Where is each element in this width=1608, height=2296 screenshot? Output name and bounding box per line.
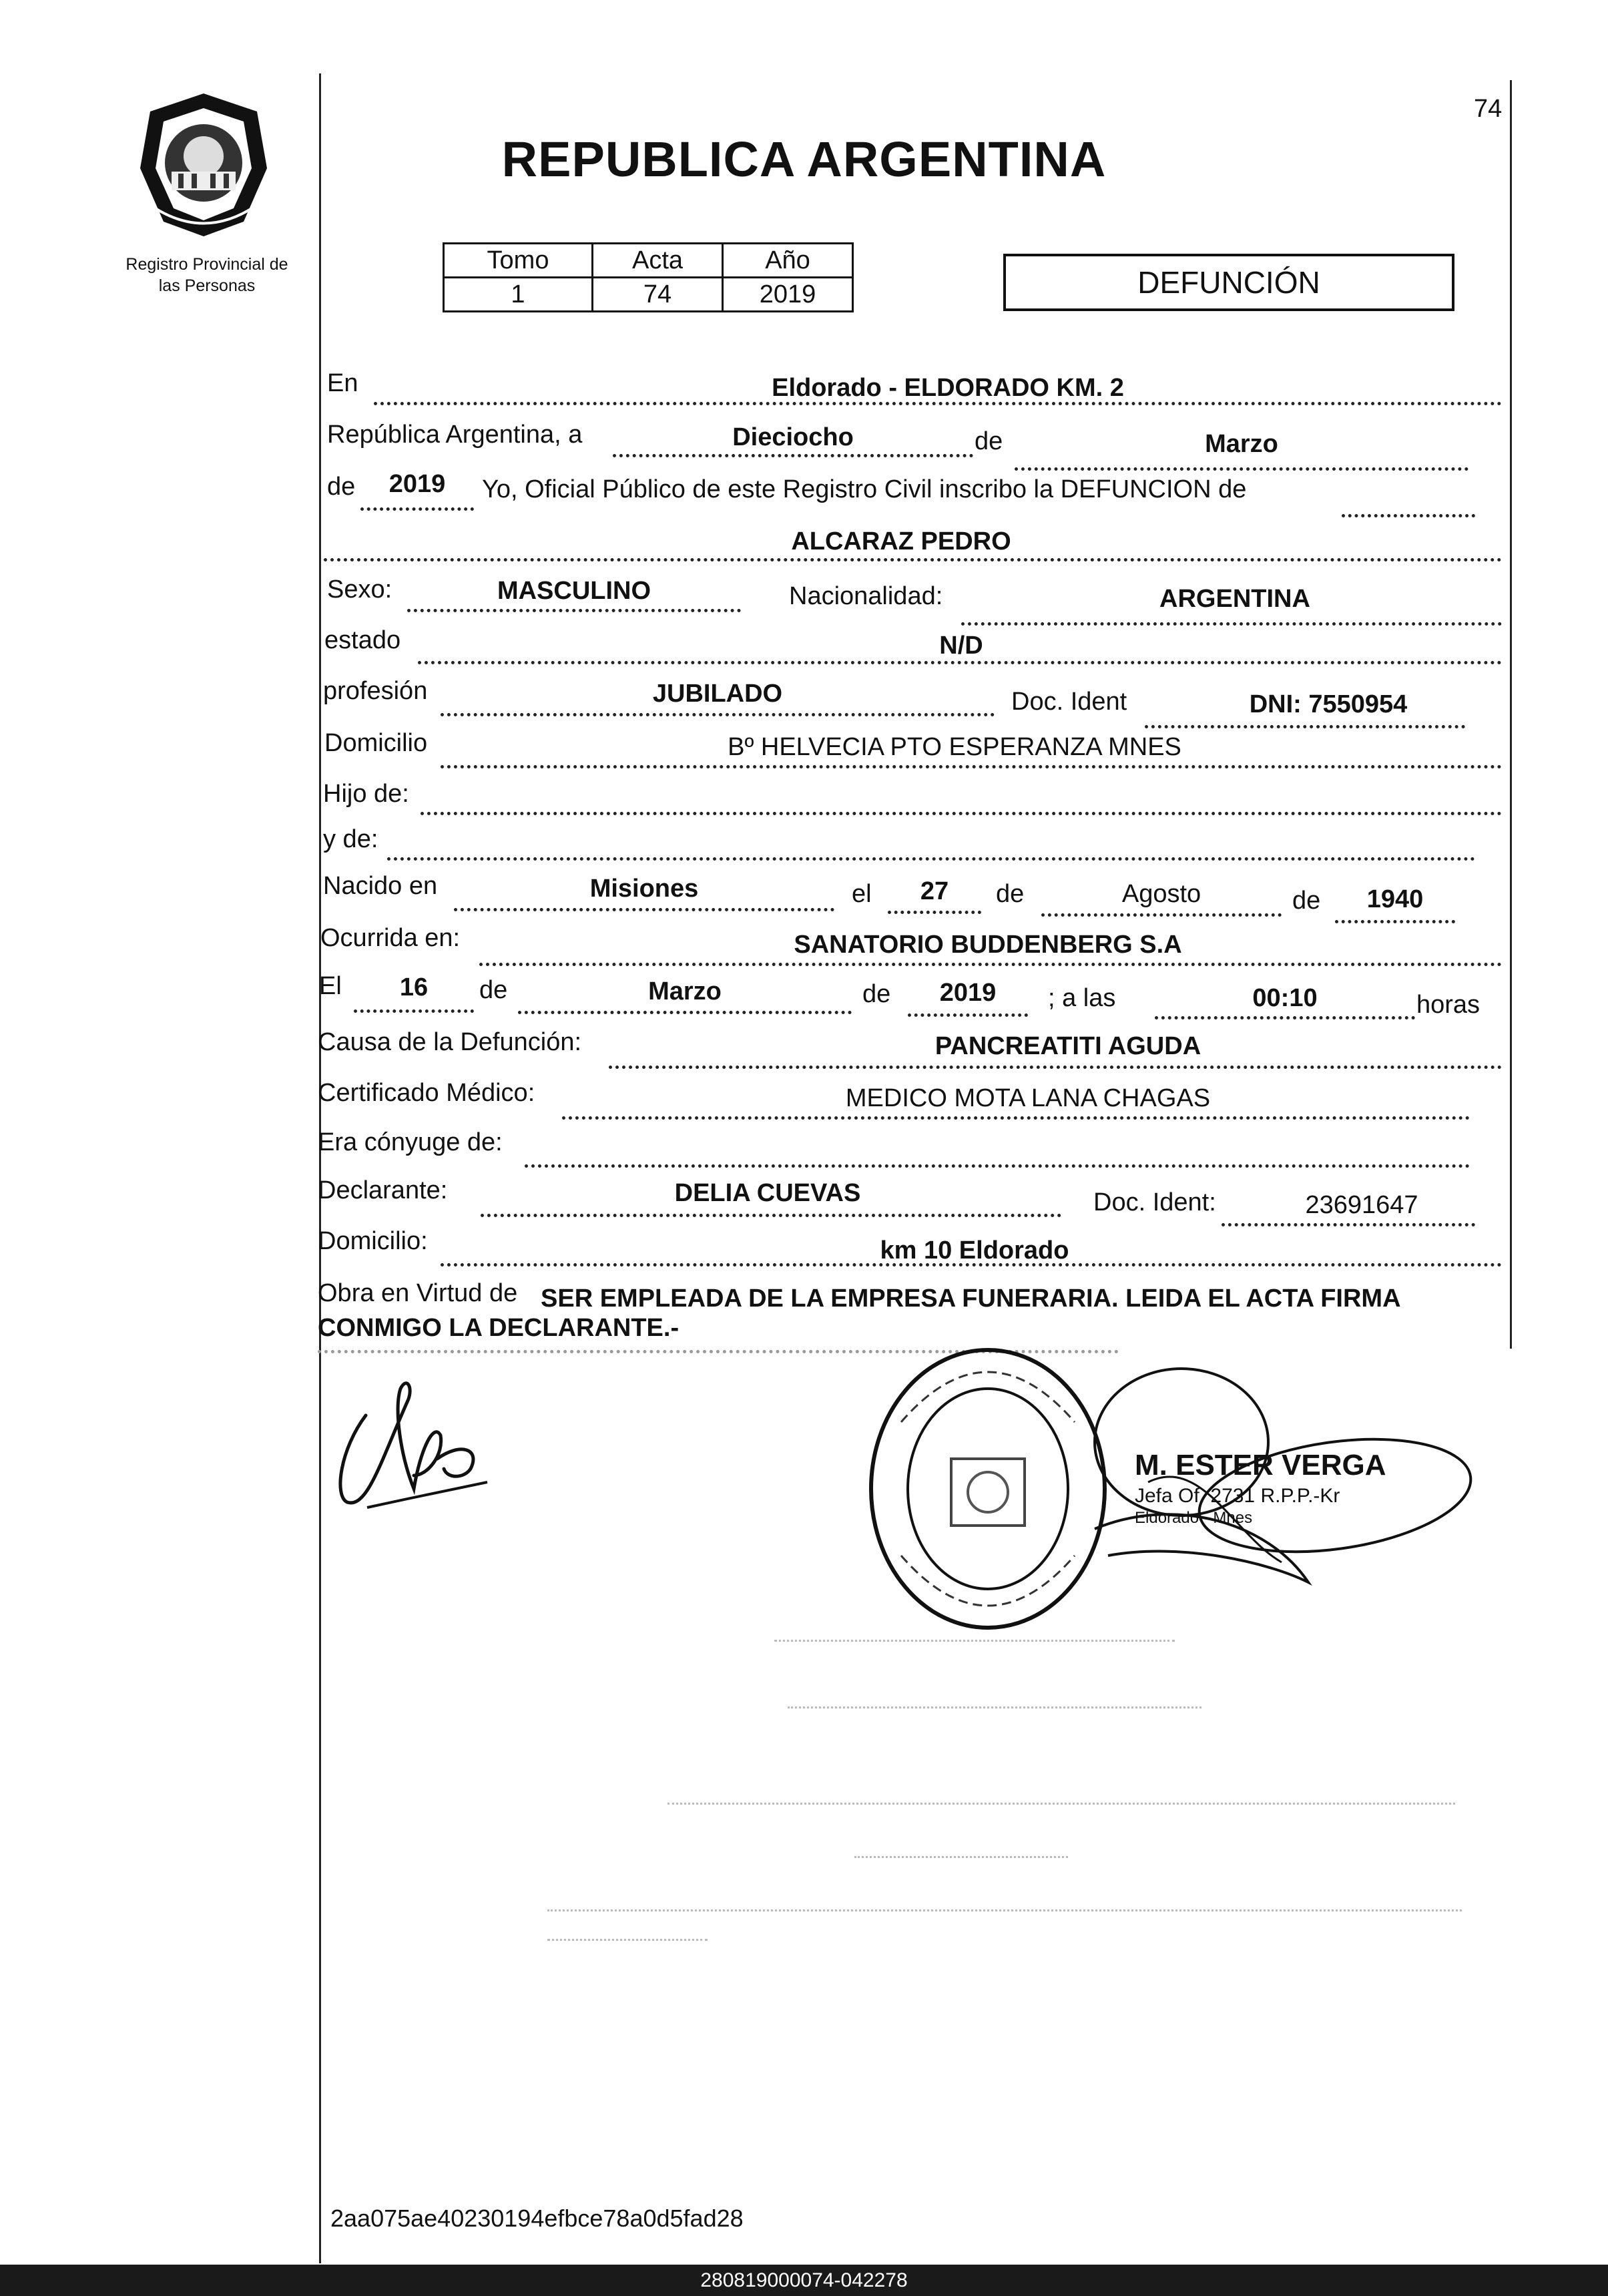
label-de-6: de <box>862 980 891 1008</box>
label-domicilio-2: Domicilio: <box>318 1227 428 1255</box>
document-hash: 2aa075ae40230194efbce78a0d5fad28 <box>330 2205 744 2232</box>
page-title: REPUBLICA ARGENTINA <box>501 132 1107 187</box>
label-el-cap: El <box>319 972 342 1000</box>
label-de-4: de <box>1292 887 1321 915</box>
registry-caption-line1: Registro Provincial de <box>125 255 288 274</box>
label-profesion: profesión <box>323 677 428 705</box>
value-mes-nacimiento: Agosto <box>1121 880 1201 908</box>
dotted-line-hora <box>1155 1016 1415 1019</box>
label-hijo-de: Hijo de: <box>323 780 409 808</box>
label-sexo: Sexo: <box>327 576 392 604</box>
right-margin-rule <box>1510 80 1512 1349</box>
dotted-line-anio-nacimiento <box>1335 920 1455 923</box>
label-causa: Causa de la Defunción: <box>318 1028 582 1056</box>
official-name: M. ESTER VERGA <box>1135 1449 1386 1481</box>
declarant-signature <box>327 1362 501 1522</box>
value-domicilio: Bº HELVECIA PTO ESPERANZA MNES <box>728 733 1181 761</box>
dotted-line-fallecido <box>324 558 1502 561</box>
value-declarante-doc: 23691647 <box>1305 1191 1418 1219</box>
label-estado: estado <box>324 626 401 654</box>
label-de-3: de <box>996 880 1025 908</box>
dotted-line-documento <box>1145 725 1465 728</box>
label-en: En <box>327 369 358 397</box>
value-obra-line2: CONMIGO LA DECLARANTE.- <box>318 1314 680 1342</box>
dotted-line-y-de <box>387 857 1475 861</box>
value-anio-defuncion: 2019 <box>939 979 997 1007</box>
dotted-line-hijo-de <box>421 812 1502 815</box>
label-ocurrida-en: Ocurrida en: <box>320 924 461 952</box>
label-doc-ident: Doc. Ident <box>1011 688 1127 716</box>
dotted-line-dia <box>613 454 973 457</box>
value-anio-nacimiento: 1940 <box>1366 885 1424 913</box>
value-tomo: 1 <box>444 278 593 312</box>
label-nacido-en: Nacido en <box>323 872 438 900</box>
label-de-5: de <box>479 976 508 1004</box>
value-estado: N/D <box>939 632 983 660</box>
value-documento: DNI: 7550954 <box>1249 690 1408 718</box>
label-nacionalidad: Nacionalidad: <box>789 582 943 610</box>
header-acta: Acta <box>593 244 723 278</box>
dotted-line-profesion <box>441 713 995 716</box>
dotted-line-mes-defuncion <box>518 1011 852 1014</box>
dotted-line-sexo <box>407 609 741 612</box>
label-conyuge: Era cónyuge de: <box>318 1128 503 1156</box>
value-hora: 00:10 <box>1252 984 1318 1012</box>
label-domicilio: Domicilio <box>324 729 428 757</box>
dotted-line-nacionalidad <box>961 622 1502 626</box>
label-republica: República Argentina, a <box>327 421 583 449</box>
value-declarante-domicilio: km 10 Eldorado <box>880 1236 1069 1265</box>
official-title: Jefa Of. 2731 R.P.P.-Kr <box>1135 1485 1340 1507</box>
dotted-line-declarante-doc <box>1222 1223 1475 1226</box>
official-signature <box>1068 1362 1482 1622</box>
value-profesion: JUBILADO <box>652 680 783 708</box>
label-de-1: de <box>975 427 1003 455</box>
dotted-line-causa <box>609 1066 1502 1069</box>
tomo-acta-anio-table <box>443 242 854 312</box>
label-declarante: Declarante: <box>318 1176 448 1204</box>
dotted-line-mes <box>1015 467 1468 471</box>
faint-line <box>547 1939 708 1941</box>
value-nacionalidad: ARGENTINA <box>1159 585 1310 613</box>
value-ocurrida-en: SANATORIO BUDDENBERG S.A <box>794 931 1182 959</box>
value-obra-line1: SER EMPLEADA DE LA EMPRESA FUNERARIA. LEIDA EL ACTA FIRMA <box>541 1285 1401 1313</box>
dotted-line-dia-defuncion <box>354 1009 474 1013</box>
label-doc-ident-2: Doc. Ident: <box>1093 1188 1216 1216</box>
header-anio: Año <box>723 244 853 278</box>
value-declarante: DELIA CUEVAS <box>674 1179 861 1207</box>
dotted-line-dia-nacimiento <box>888 911 981 914</box>
label-de-2: de <box>327 473 356 501</box>
dotted-line-estado <box>418 661 1502 664</box>
left-margin-rule <box>319 73 321 2263</box>
value-mes-defuncion: Marzo <box>648 977 722 1005</box>
dotted-line-mes-nacimiento <box>1041 913 1282 917</box>
value-lugar-nacimiento: Misiones <box>589 875 699 903</box>
faint-line <box>854 1856 1068 1858</box>
value-dia-inscripcion: Dieciocho <box>732 423 854 451</box>
dotted-line-anio <box>360 507 474 511</box>
label-yo: Yo, Oficial Público de este Registro Civil inscribo la DEFUNCION de <box>482 475 1247 503</box>
value-acta: 74 <box>593 278 723 312</box>
label-y-de: y de: <box>323 825 378 853</box>
dotted-line-ocurrida-en <box>479 963 1502 966</box>
value-mes-inscripcion: Marzo <box>1205 430 1278 458</box>
page-number: 74 <box>1474 95 1503 123</box>
dotted-line-conyuge <box>525 1164 1470 1168</box>
label-a-las: ; a las <box>1048 984 1116 1012</box>
value-fallecido: ALCARAZ PEDRO <box>791 527 1011 555</box>
dotted-line-yo <box>1342 514 1475 517</box>
value-dia-defuncion: 16 <box>399 973 429 1001</box>
label-el: el <box>852 880 872 908</box>
value-dia-nacimiento: 27 <box>920 877 949 905</box>
value-anio: 2019 <box>723 278 853 312</box>
faint-line <box>547 1909 1462 1911</box>
value-sexo: MASCULINO <box>497 577 651 605</box>
registry-caption <box>100 254 314 296</box>
dotted-line-declarante <box>481 1214 1061 1217</box>
label-certificado: Certificado Médico: <box>318 1079 535 1107</box>
dotted-line-anio-defuncion <box>908 1013 1028 1017</box>
faint-line <box>774 1640 1175 1642</box>
table-header-row <box>444 244 853 278</box>
value-lugar: Eldorado - ELDORADO KM. 2 <box>772 374 1124 402</box>
header-tomo: Tomo <box>444 244 593 278</box>
label-obra: Obra en Virtud de <box>318 1279 518 1307</box>
label-horas: horas <box>1416 991 1481 1019</box>
certificate-type-box: DEFUNCIÓN <box>1003 254 1454 311</box>
value-causa: PANCREATITI AGUDA <box>934 1032 1201 1060</box>
faint-line <box>788 1706 1201 1708</box>
footer-code-bar: 280819000074-042278 <box>0 2265 1608 2296</box>
registry-caption-line2: las Personas <box>158 276 256 295</box>
table-value-row <box>444 278 853 312</box>
dotted-line-lugar-nacimiento <box>454 908 834 911</box>
faint-line <box>667 1803 1455 1805</box>
dotted-line-certificado <box>562 1116 1470 1120</box>
official-place: Eldorado - Mnes <box>1135 1509 1253 1527</box>
value-anio-inscripcion: 2019 <box>388 470 446 498</box>
value-certificado-medico: MEDICO MOTA LANA CHAGAS <box>845 1084 1211 1112</box>
dotted-line-domicilio <box>441 765 1502 768</box>
